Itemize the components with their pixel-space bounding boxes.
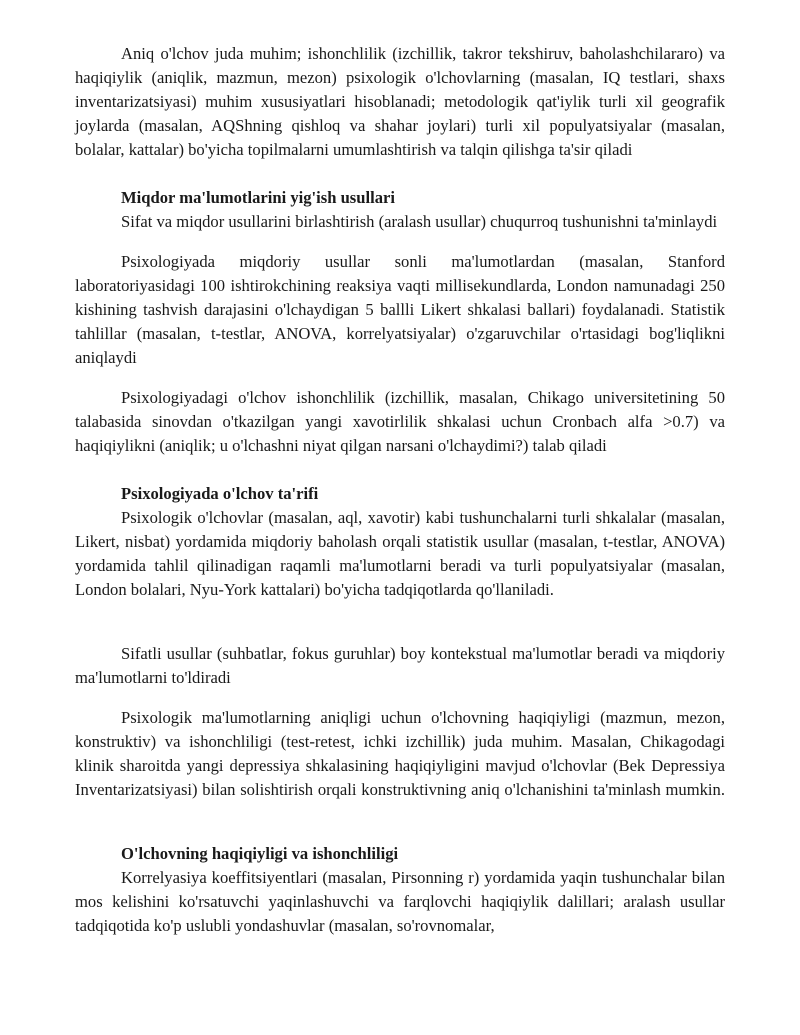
paragraph-qualitative-methods: Sifatli usullar (suhbatlar, fokus guruhlar) boy kontekstual ma'lumotlar beradi va miqdoriy ma'lumotlarni to'ldiradi xyxy=(75,644,725,687)
paragraph-measurement-reliability: Psixologiyadagi o'lchov ishonchlilik (izchillik, masalan, Chikago universitetining 50 talabasida sinovdan o'tkazilgan yangi xavotirlilik shkalasi uchun Cronbach alfa >0.7) va haqiqiylikni (aniqlik; u o'lchashni niyat qilgan narsani o'lchaydimi?) talab qiladi xyxy=(75,388,725,455)
document-page xyxy=(75,42,725,938)
paragraph-reliability-validity: Aniq o'lchov juda muhim; ishonchlilik (izchillik, takror tekshiruv, baholashchilararo) va haqiqiylik (aniqlik, mazmun, mezon) psixologik o'lchovlarning (masalan, IQ testlari, shaxs inventarizatsiyasi) muhim xususiyatlari hisoblanadi; metodologik qat'iylik turli xil geografik joylarda (masalan, AQShning qishloq va shahar joylari) turli xil populyatsiyalar (masalan, bolalar, kattalar) bo'yicha topilmalarni umumlashtirish va talqin qilishga ta'sir qiladi xyxy=(75,44,725,159)
paragraph-mixed-methods: Sifat va miqdor usullarini birlashtirish (aralash usullar) chuqurroq tushunishni ta'minlaydi xyxy=(121,212,718,231)
paragraph-psychological-measures: Psixologik o'lchovlar (masalan, aql, xavotir) kabi tushunchalarni turli shkalalar (masalan, Likert, nisbat) yordamida miqdoriy baholash orqali statistik usullar (masalan, t-testlar, ANOVA) yordamida tahlil qilinadigan raqamli ma'lumotlarni beradi va turli populyatsiyalar (masalan, London bolalari, Nyu-York kattalari) bo'yicha tadqiqotlarda qo'llaniladi. xyxy=(75,508,725,599)
paragraph-correlation-evidence: Korrelyasiya koeffitsiyentlari (masalan, Pirsonning r) yordamida yaqin tushunchalar bilan mos kelishini ko'rsatuvchi yaqinlashuvchi va farqlovchi haqiqiylik dalillari; aralash usullar tadqiqotida ko'p uslubli yondashuvlar (masalan, so'rovnomalar, xyxy=(75,868,725,935)
paragraph-quantitative-methods: Psixologiyada miqdoriy usullar sonli ma'lumotlardan (masalan, Stanford laboratoriyasidagi 100 ishtirokchining reaksiya vaqti millisekundlarda, London namunadagi 250 kishining tashvish darajasini o'lchaydigan 5 ballli Likert shkalasi ballari) foydalanadi. Statistik tahlillar (masalan, t-testlar, ANOVA, korrelyatsiyalar) o'zgaruvchilar o'rtasidagi bog'liqlikni aniqlaydi xyxy=(75,252,725,367)
heading-measurement-definition: Psixologiyada o'lchov ta'rifi xyxy=(121,484,319,503)
paragraph-validity-example: Psixologik ma'lumotlarning aniqligi uchun o'lchovning haqiqiyligi (mazmun, mezon, konstruktiv) va ishonchliligi (test-retest, ichki izchillik) juda muhim. Masalan, Chikagodagi klinik sharoitda yangi depressiya shkalasining haqiqiyligini mavjud o'lchovlar (Bek Depressiya Inventarizatsiyasi) bilan solishtirish orqali konstruktivning aniq o'lchanishini ta'minlash mumkin. xyxy=(75,708,725,799)
heading-validity-reliability: O'lchovning haqiqiyligi va ishonchliligi xyxy=(121,844,399,863)
heading-quantitative-data-collection: Miqdor ma'lumotlarini yig'ish usullari xyxy=(121,188,395,207)
